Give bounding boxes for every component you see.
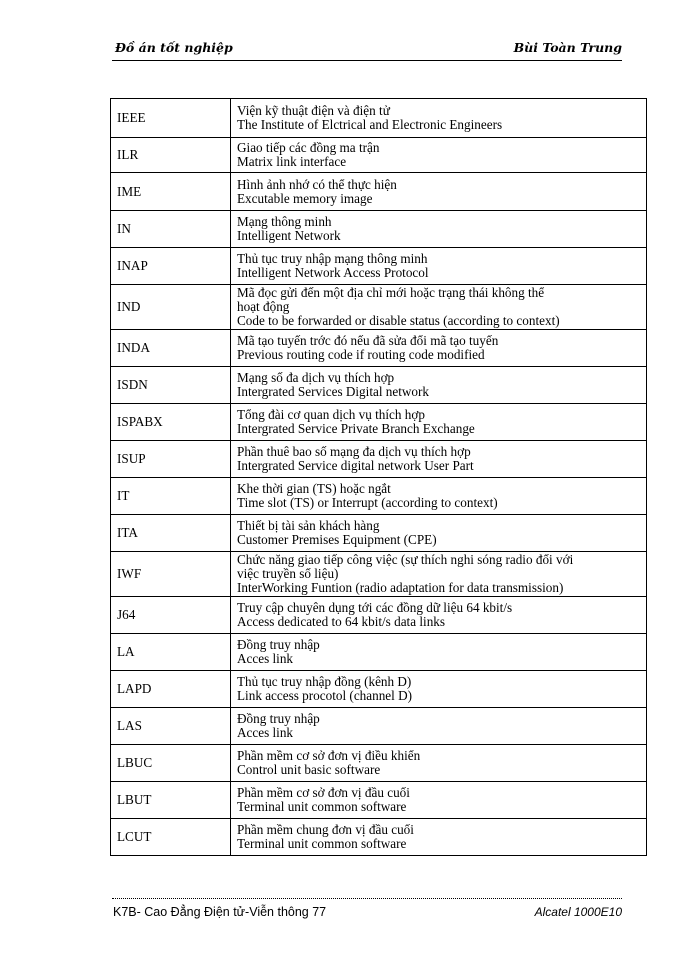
abbreviation-description bbox=[231, 285, 647, 330]
description-line: Hình ảnh nhớ có thể thực hiện bbox=[237, 177, 397, 192]
table-row bbox=[111, 367, 647, 404]
description-line: Matrix link interface bbox=[237, 154, 347, 169]
abbreviation-term: ISPABX bbox=[111, 404, 231, 441]
description-line: Customer Premises Equipment (CPE) bbox=[237, 532, 437, 547]
abbreviation-description bbox=[231, 671, 647, 708]
footer-course-page: K7B- Cao Đẳng Điện tử-Viễn thông 77 bbox=[113, 905, 327, 919]
abbreviation-term: INDA bbox=[111, 330, 231, 367]
header-author-right: Bùi Toàn Trung bbox=[513, 40, 622, 55]
description-line: Giao tiếp các đồng ma trận bbox=[237, 141, 380, 155]
abbreviation-description bbox=[231, 597, 647, 634]
abbreviation-term: IME bbox=[111, 173, 231, 211]
abbreviation-description bbox=[231, 441, 647, 478]
description-line: Mạng thông minh bbox=[237, 215, 332, 229]
abbreviation-description bbox=[231, 478, 647, 515]
description-line: Chức năng giao tiếp công việc (sự thích nghi sóng radio đối với bbox=[237, 553, 574, 567]
abbreviation-term: LAPD bbox=[111, 671, 231, 708]
abbreviation-description bbox=[231, 99, 647, 138]
description-line: Intergrated Service Private Branch Exchange bbox=[237, 421, 475, 436]
description-line: Terminal unit common software bbox=[237, 836, 407, 851]
abbreviation-description bbox=[231, 745, 647, 782]
abbreviation-description bbox=[231, 819, 647, 856]
description-line: Phần mềm cơ sở đơn vị đầu cuối bbox=[237, 786, 410, 800]
abbreviation-term: LAS bbox=[111, 708, 231, 745]
table-row bbox=[111, 515, 647, 552]
description-line: Intergrated Services Digital network bbox=[237, 384, 430, 399]
abbreviation-description bbox=[231, 552, 647, 597]
description-line: việc truyền số liệu) bbox=[237, 566, 339, 581]
table-row bbox=[111, 285, 647, 330]
description-line: Phần mềm chung đơn vị đầu cuối bbox=[237, 823, 414, 837]
description-line: Mã đọc gửi đến một địa chỉ mới hoặc trạng thái không thể bbox=[237, 286, 545, 300]
description-line: Đồng truy nhập bbox=[237, 712, 320, 726]
description-line: Control unit basic software bbox=[237, 762, 381, 777]
description-line: Code to be forwarded or disable status (according to context) bbox=[237, 313, 560, 328]
abbreviation-term: ILR bbox=[111, 138, 231, 173]
description-line: Khe thời gian (TS) hoặc ngắt bbox=[237, 482, 391, 496]
abbreviation-description bbox=[231, 367, 647, 404]
description-line: The Institute of Elctrical and Electronic Engineers bbox=[237, 117, 503, 132]
description-line: Thiết bị tài sản khách hàng bbox=[237, 519, 380, 533]
abbreviation-term: LBUC bbox=[111, 745, 231, 782]
table-row bbox=[111, 173, 647, 211]
footer-divider bbox=[112, 898, 622, 899]
table-row bbox=[111, 404, 647, 441]
abbreviation-term: IWF bbox=[111, 552, 231, 597]
abbreviation-term: LA bbox=[111, 634, 231, 671]
abbreviation-description bbox=[231, 330, 647, 367]
table-row bbox=[111, 478, 647, 515]
abbreviation-description bbox=[231, 173, 647, 211]
description-line: Phần thuê bao số mạng đa dịch vụ thích hợp bbox=[237, 445, 471, 459]
abbreviation-term: ISDN bbox=[111, 367, 231, 404]
description-line: hoạt động bbox=[237, 299, 290, 314]
table-row bbox=[111, 99, 647, 138]
abbreviation-term: IEEE bbox=[111, 99, 231, 138]
description-line: Viện kỹ thuật điện và điện tử bbox=[237, 104, 390, 118]
description-line: Time slot (TS) or Interrupt (according to context) bbox=[237, 495, 498, 510]
table-row bbox=[111, 330, 647, 367]
abbreviation-term: ITA bbox=[111, 515, 231, 552]
abbreviation-table bbox=[110, 98, 647, 856]
description-line: Previous routing code if routing code modified bbox=[237, 347, 485, 362]
abbreviation-term: J64 bbox=[111, 597, 231, 634]
description-line: Link access procotol (channel D) bbox=[237, 688, 413, 703]
description-line: Terminal unit common software bbox=[237, 799, 407, 814]
description-line: Tổng đài cơ quan dịch vụ thích hợp bbox=[237, 408, 425, 422]
description-line: Intergrated Service digital network User Part bbox=[237, 458, 474, 473]
header-divider bbox=[112, 60, 622, 61]
table-row bbox=[111, 211, 647, 248]
description-line: Intelligent Network bbox=[237, 228, 341, 243]
description-line: Đồng truy nhập bbox=[237, 638, 320, 652]
abbreviation-term: LCUT bbox=[111, 819, 231, 856]
abbreviation-description bbox=[231, 515, 647, 552]
description-line: InterWorking Funtion (radio adaptation for data transmission) bbox=[237, 580, 564, 595]
header-title-left: Đồ án tốt nghiệp bbox=[115, 40, 233, 55]
abbreviation-term: IT bbox=[111, 478, 231, 515]
description-line: Mạng số đa dịch vụ thích hợp bbox=[237, 371, 395, 385]
table-row bbox=[111, 552, 647, 597]
description-line: Thủ tục truy nhập đồng (kênh D) bbox=[237, 675, 412, 689]
description-line: Acces link bbox=[237, 725, 294, 740]
table-row bbox=[111, 441, 647, 478]
abbreviation-description bbox=[231, 782, 647, 819]
description-line: Access dedicated to 64 kbit/s data links bbox=[237, 614, 446, 629]
abbreviation-description bbox=[231, 708, 647, 745]
abbreviation-description bbox=[231, 138, 647, 173]
table-row bbox=[111, 819, 647, 856]
table-row bbox=[111, 634, 647, 671]
abbreviation-description bbox=[231, 248, 647, 285]
table-row bbox=[111, 138, 647, 173]
table-row bbox=[111, 671, 647, 708]
abbreviation-term: INAP bbox=[111, 248, 231, 285]
description-line: Truy cập chuyên dụng tới các đồng dữ liệu 64 kbit/s bbox=[237, 601, 513, 615]
abbreviation-term: IND bbox=[111, 285, 231, 330]
table-row bbox=[111, 782, 647, 819]
table-row bbox=[111, 745, 647, 782]
description-line: Thủ tục truy nhập mạng thông minh bbox=[237, 252, 428, 266]
table-row bbox=[111, 708, 647, 745]
description-line: Mã tạo tuyến trớc đó nếu đã sửa đổi mã tạo tuyến bbox=[237, 334, 499, 348]
abbreviation-term: ISUP bbox=[111, 441, 231, 478]
abbreviation-description bbox=[231, 211, 647, 248]
abbreviation-term: LBUT bbox=[111, 782, 231, 819]
description-line: Intelligent Network Access Protocol bbox=[237, 265, 429, 280]
abbreviation-description bbox=[231, 404, 647, 441]
abbreviation-term: IN bbox=[111, 211, 231, 248]
footer-system-name: Alcatel 1000E10 bbox=[534, 905, 622, 919]
abbreviation-description bbox=[231, 634, 647, 671]
description-line: Acces link bbox=[237, 651, 294, 666]
description-line: Phần mềm cơ sở đơn vị điều khiển bbox=[237, 749, 421, 763]
description-line: Excutable memory image bbox=[237, 190, 373, 206]
table-row bbox=[111, 248, 647, 285]
table-row bbox=[111, 597, 647, 634]
